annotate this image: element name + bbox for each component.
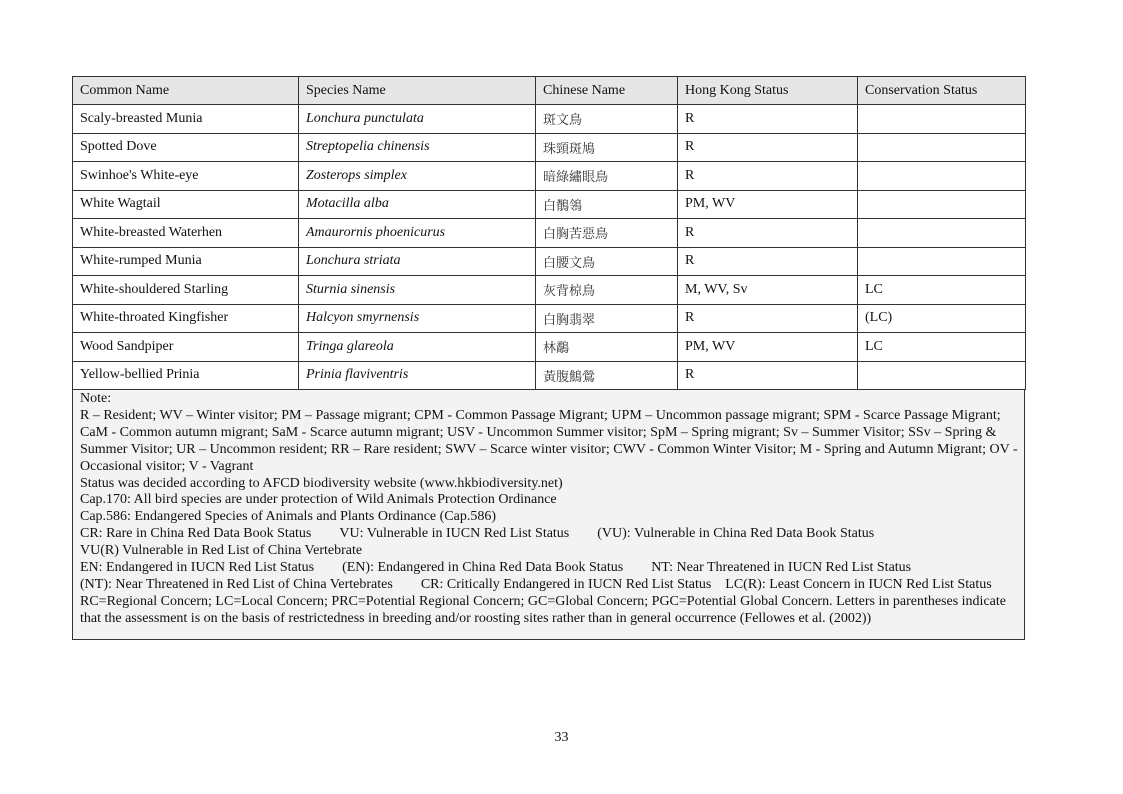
chinese-name-cell: 灰背椋鳥 xyxy=(536,276,678,305)
table-row xyxy=(73,361,1026,390)
table-row xyxy=(73,304,1026,333)
species-name-cell: Prinia flaviventris xyxy=(299,361,536,390)
page-number: 33 xyxy=(554,730,569,745)
common-name-cell: White-shouldered Starling xyxy=(73,276,299,305)
note-en-iucn: EN: Endangered in IUCN Red List Status xyxy=(80,560,315,576)
chinese-name-cell: 林鷸 xyxy=(536,333,678,362)
header-common-name: Common Name xyxy=(73,77,299,105)
table-row xyxy=(73,133,1026,162)
chinese-name-cell: 白鶺鴒 xyxy=(536,190,678,219)
chinese-name-cell: 暗綠繡眼鳥 xyxy=(536,162,678,191)
notes-concern-legend: RC=Regional Concern; LC=Local Concern; PRC=Potential Regional Concern; GC=Global Concern; PGC=Potential Global Concern. Letters in parentheses indicate that the assessment is on the basis of restrictedness in breeding and/or roosting sites rather than in general occurrence (Fellowes et al. (2002)) xyxy=(80,593,1006,626)
common-name-cell: Spotted Dove xyxy=(73,133,299,162)
chinese-name-cell: 斑文鳥 xyxy=(536,105,678,134)
conservation-status-cell: (LC) xyxy=(858,304,1026,333)
table-row xyxy=(73,247,1026,276)
species-name-cell: Sturnia sinensis xyxy=(299,276,536,305)
chinese-name-cell: 珠頸斑鳩 xyxy=(536,133,678,162)
conservation-status-cell xyxy=(858,219,1026,248)
note-en-china: (EN): Endangered in China Red Data Book Status xyxy=(342,560,624,576)
conservation-status-cell xyxy=(858,190,1026,219)
species-name-cell: Halcyon smyrnensis xyxy=(299,304,536,333)
note-cr-critical: CR: Critically Endangered in IUCN Red List Status xyxy=(420,576,712,592)
notes-status-source: Status was decided according to AFCD biodiversity website (www.hkbiodiversity.net) xyxy=(80,475,563,491)
notes-status-legend: R – Resident; WV – Winter visitor; PM – Passage migrant; CPM - Common Passage Migrant; UPM – Uncommon passage migrant; SPM - Scarce Passage Migrant; CaM - Common autumn migrant; SaM - Scarce autumn migrant; USV - Uncommon Summer visitor; SpM – Spring migrant; Sv – Summer Visitor; SSv – Spring & Summer Visitor; UR – Uncommon resident; RR – Rare resident; SWV – Scarce winter visitor; CWV - Common Winter Visitor; M - Spring and Autumn Migrant; OV - Occasional visitor; V - Vagrant xyxy=(80,407,1018,474)
header-species-name: Species Name xyxy=(299,77,536,105)
conservation-status-cell xyxy=(858,105,1026,134)
common-name-cell: Yellow-bellied Prinia xyxy=(73,361,299,390)
chinese-name-cell: 白胸苦惡鳥 xyxy=(536,219,678,248)
common-name-cell: Swinhoe's White-eye xyxy=(73,162,299,191)
conservation-status-cell: LC xyxy=(858,333,1026,362)
table-row xyxy=(73,105,1026,134)
table-row xyxy=(73,219,1026,248)
species-name-cell: Lonchura striata xyxy=(299,247,536,276)
notes-cap170: Cap.170: All bird species are under protection of Wild Animals Protection Ordinance xyxy=(80,492,557,508)
hk-status-cell: R xyxy=(678,162,858,191)
chinese-name-cell: 白腰文鳥 xyxy=(536,247,678,276)
hk-status-cell: M, WV, Sv xyxy=(678,276,858,305)
hk-status-cell: R xyxy=(678,247,858,276)
common-name-cell: Wood Sandpiper xyxy=(73,333,299,362)
common-name-cell: White Wagtail xyxy=(73,190,299,219)
table-row xyxy=(73,333,1026,362)
header-hk-status: Hong Kong Status xyxy=(678,77,858,105)
hk-status-cell: PM, WV xyxy=(678,190,858,219)
table-row xyxy=(73,190,1026,219)
bird-species-table-container xyxy=(72,76,1025,640)
table-header-row xyxy=(73,77,1026,105)
table-notes xyxy=(72,390,1025,640)
note-nt-china: (NT): Near Threatened in Red List of China Vertebrates xyxy=(80,576,393,592)
common-name-cell: White-breasted Waterhen xyxy=(73,219,299,248)
common-name-cell: White-throated Kingfisher xyxy=(73,304,299,333)
hk-status-cell: R xyxy=(678,105,858,134)
hk-status-cell: R xyxy=(678,219,858,248)
notes-cap586: Cap.586: Endangered Species of Animals and Plants Ordinance (Cap.586) xyxy=(80,509,497,525)
note-cr-rare: CR: Rare in China Red Data Book Status xyxy=(80,526,312,542)
hk-status-cell: PM, WV xyxy=(678,333,858,362)
common-name-cell: Scaly-breasted Munia xyxy=(73,105,299,134)
hk-status-cell: R xyxy=(678,361,858,390)
species-name-cell: Zosterops simplex xyxy=(299,162,536,191)
hk-status-cell: R xyxy=(678,133,858,162)
note-vu-china: (VU): Vulnerable in China Red Data Book Status xyxy=(597,526,875,542)
species-name-cell: Lonchura punctulata xyxy=(299,105,536,134)
table-row xyxy=(73,276,1026,305)
note-vu-iucn: VU: Vulnerable in IUCN Red List Status xyxy=(339,526,570,542)
conservation-status-cell xyxy=(858,247,1026,276)
notes-nt-cr-lc-line xyxy=(80,577,1018,594)
note-nt-iucn: NT: Near Threatened in IUCN Red List Status xyxy=(651,560,912,576)
species-name-cell: Tringa glareola xyxy=(299,333,536,362)
species-name-cell: Motacilla alba xyxy=(299,190,536,219)
conservation-status-cell xyxy=(858,162,1026,191)
notes-en-nt-line xyxy=(80,560,1018,577)
notes-title: Note: xyxy=(80,391,112,406)
species-name-cell: Streptopelia chinensis xyxy=(299,133,536,162)
bird-species-table xyxy=(72,76,1026,390)
species-name-cell: Amaurornis phoenicurus xyxy=(299,219,536,248)
notes-vur: VU(R) Vulnerable in Red List of China Vertebrate xyxy=(80,543,363,559)
conservation-status-cell xyxy=(858,361,1026,390)
common-name-cell: White-rumped Munia xyxy=(73,247,299,276)
conservation-status-cell: LC xyxy=(858,276,1026,305)
note-lcr: LC(R): Least Concern in IUCN Red List Status xyxy=(725,576,992,592)
notes-cr-vu-line xyxy=(80,526,1018,543)
header-chinese-name: Chinese Name xyxy=(536,77,678,105)
table-row xyxy=(73,162,1026,191)
header-conservation-status: Conservation Status xyxy=(858,77,1026,105)
hk-status-cell: R xyxy=(678,304,858,333)
conservation-status-cell xyxy=(858,133,1026,162)
chinese-name-cell: 黃腹鷦鶯 xyxy=(536,361,678,390)
chinese-name-cell: 白胸翡翠 xyxy=(536,304,678,333)
